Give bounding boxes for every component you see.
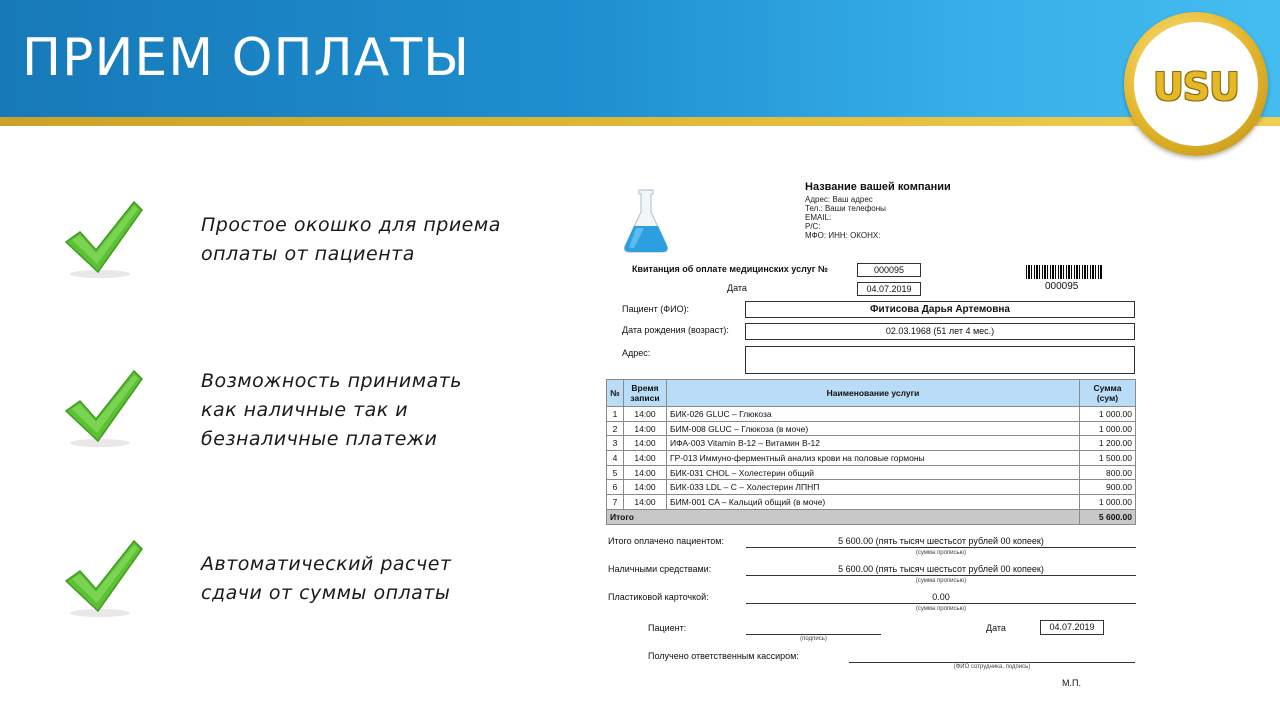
address-label: Адрес: bbox=[622, 348, 651, 358]
patient-label: Пациент (ФИО): bbox=[622, 304, 690, 314]
row-sum: 1 200.00 bbox=[1080, 436, 1136, 451]
row-num: 3 bbox=[607, 436, 624, 451]
total-value: 5 600.00 bbox=[1080, 509, 1136, 524]
row-num: 5 bbox=[607, 465, 624, 480]
row-service: БИМ-001 CA – Кальций общий (в моче) bbox=[667, 495, 1080, 510]
col-sum: Сумма (сум) bbox=[1080, 380, 1136, 407]
row-sum: 800.00 bbox=[1080, 465, 1136, 480]
logo-text: USU bbox=[1152, 65, 1240, 109]
feature-1-line1: Простое окошко для приема bbox=[201, 214, 501, 236]
table-total-row bbox=[607, 509, 1136, 524]
cashier-sign-line bbox=[849, 662, 1135, 663]
row-service: БИК-033 LDL – C – Холестерин ЛПНП bbox=[667, 480, 1080, 495]
address-value bbox=[745, 346, 1135, 374]
usu-logo bbox=[1124, 12, 1268, 156]
stamp-label: М.П. bbox=[1062, 678, 1081, 688]
cashier-label: Получено ответственным кассиром: bbox=[648, 651, 799, 661]
date-label: Дата bbox=[727, 283, 747, 293]
barcode bbox=[1026, 265, 1102, 279]
company-rs: Р/С: bbox=[805, 222, 821, 231]
row-sum: 900.00 bbox=[1080, 480, 1136, 495]
checkmark-icon bbox=[62, 200, 146, 280]
table-row bbox=[607, 495, 1136, 510]
row-num: 1 bbox=[607, 407, 624, 422]
col-time: Время записи bbox=[624, 380, 667, 407]
feature-1-line2: оплаты от пациента bbox=[201, 243, 415, 265]
row-service: БИК-031 CHOL – Холестерин общий bbox=[667, 465, 1080, 480]
table-row bbox=[607, 465, 1136, 480]
row-num: 6 bbox=[607, 480, 624, 495]
table-header-row bbox=[607, 380, 1136, 407]
receipt-date: 04.07.2019 bbox=[857, 282, 921, 296]
row-num: 4 bbox=[607, 451, 624, 466]
checkmark-icon bbox=[62, 369, 146, 449]
patient-sign-label: Пациент: bbox=[648, 623, 687, 633]
row-service: ИФА-003 Vitamin B-12 – Витамин B-12 bbox=[667, 436, 1080, 451]
paid-hint: (сумма прописью) bbox=[915, 550, 967, 556]
row-time: 14:00 bbox=[624, 421, 667, 436]
receipt-number: 000095 bbox=[857, 263, 921, 277]
card-label: Пластиковой карточкой: bbox=[608, 592, 709, 602]
row-time: 14:00 bbox=[624, 480, 667, 495]
row-service: ГР-013 Иммуно-ферментный анализ крови на половые гормоны bbox=[667, 451, 1080, 466]
table-row bbox=[607, 436, 1136, 451]
card-hint: (сумма прописью) bbox=[915, 606, 967, 612]
flask-icon bbox=[622, 188, 670, 254]
feature-2-line3: безналичные платежи bbox=[201, 428, 438, 450]
feature-3-line1: Автоматический расчет bbox=[201, 553, 452, 575]
cash-hint: (сумма прописью) bbox=[915, 578, 967, 584]
feature-3 bbox=[201, 550, 452, 608]
patient-name: Фитисова Дарья Артемовна bbox=[745, 301, 1135, 318]
table-row bbox=[607, 480, 1136, 495]
birth-value: 02.03.1968 (51 лет 4 мес.) bbox=[745, 323, 1135, 340]
sign-date-value: 04.07.2019 bbox=[1040, 620, 1104, 635]
company-email: EMAIL: bbox=[805, 213, 832, 222]
company-name: Название вашей компании bbox=[805, 181, 951, 193]
table-row bbox=[607, 407, 1136, 422]
barcode-number: 000095 bbox=[1045, 281, 1079, 292]
row-time: 14:00 bbox=[624, 465, 667, 480]
card-value: 0.00 bbox=[746, 592, 1136, 604]
cash-label: Наличными средствами: bbox=[608, 564, 712, 574]
sign-date-label: Дата bbox=[986, 623, 1006, 633]
row-sum: 1 500.00 bbox=[1080, 451, 1136, 466]
feature-2 bbox=[201, 367, 462, 454]
services-table bbox=[606, 379, 1136, 525]
company-phone: Тел.: Ваши телефоны bbox=[805, 204, 886, 213]
checkmark-icon bbox=[62, 539, 146, 619]
table-row bbox=[607, 451, 1136, 466]
row-time: 14:00 bbox=[624, 495, 667, 510]
slide-title: ПРИЕМ ОПЛАТЫ bbox=[22, 28, 470, 88]
col-service: Наименование услуги bbox=[667, 380, 1080, 407]
birth-label: Дата рождения (возраст): bbox=[622, 325, 729, 335]
logo-inner bbox=[1134, 22, 1258, 146]
row-time: 14:00 bbox=[624, 451, 667, 466]
cash-value: 5 600.00 (пять тысяч шестьсот рублей 00 копеек) bbox=[746, 564, 1136, 576]
row-num: 7 bbox=[607, 495, 624, 510]
receipt-label: Квитанция об оплате медицинских услуг № bbox=[632, 264, 828, 274]
header-stripe bbox=[0, 117, 1280, 126]
company-codes: МФО: ИНН: ОКОНХ: bbox=[805, 231, 881, 240]
payment-receipt bbox=[596, 172, 1166, 702]
feature-2-line2: как наличные так и bbox=[201, 399, 409, 421]
row-time: 14:00 bbox=[624, 407, 667, 422]
patient-sign-hint: (подпись) bbox=[800, 636, 827, 642]
feature-3-line2: сдачи от суммы оплаты bbox=[201, 582, 451, 604]
row-time: 14:00 bbox=[624, 436, 667, 451]
feature-2-line1: Возможность принимать bbox=[201, 370, 462, 392]
col-num: № bbox=[607, 380, 624, 407]
paid-label: Итого оплачено пациентом: bbox=[608, 536, 724, 546]
row-sum: 1 000.00 bbox=[1080, 421, 1136, 436]
total-label: Итого bbox=[607, 509, 1080, 524]
feature-1 bbox=[201, 211, 501, 269]
row-sum: 1 000.00 bbox=[1080, 495, 1136, 510]
row-service: БИК-026 GLUC – Глюкоза bbox=[667, 407, 1080, 422]
paid-value: 5 600.00 (пять тысяч шестьсот рублей 00 копеек) bbox=[746, 536, 1136, 548]
row-num: 2 bbox=[607, 421, 624, 436]
row-service: БИМ-008 GLUC – Глюкоза (в моче) bbox=[667, 421, 1080, 436]
company-address: Адрес: Ваш адрес bbox=[805, 195, 873, 204]
table-row bbox=[607, 421, 1136, 436]
cashier-hint: (ФИО сотрудника, подпись) bbox=[953, 664, 1031, 670]
row-sum: 1 000.00 bbox=[1080, 407, 1136, 422]
patient-sign-line bbox=[746, 634, 881, 635]
